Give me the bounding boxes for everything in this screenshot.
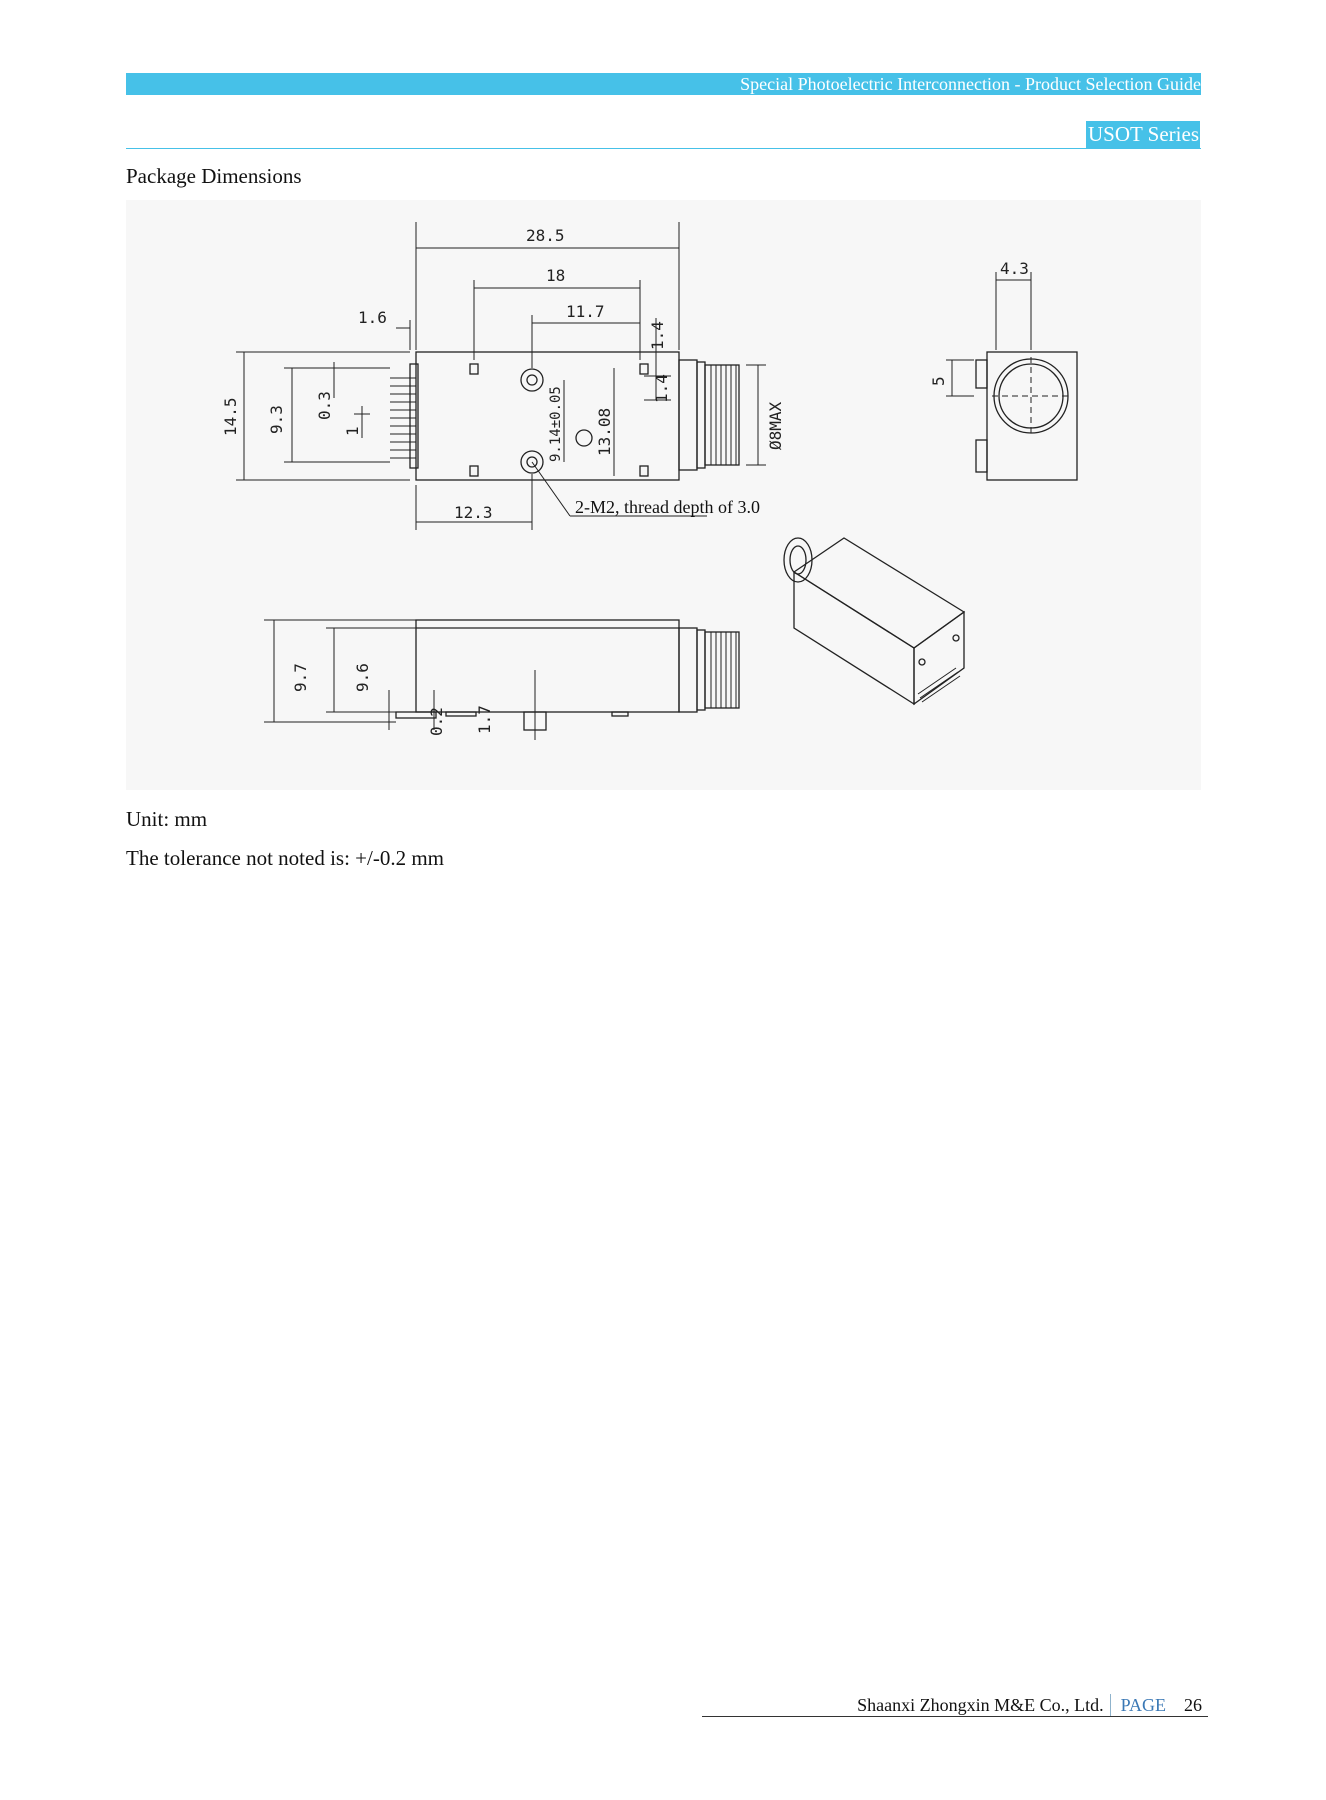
dim-12-3: 12.3 xyxy=(454,503,493,522)
dim-1-6: 1.6 xyxy=(358,308,387,327)
dim-5: 5 xyxy=(929,376,948,386)
header-banner xyxy=(126,73,1201,95)
footer-divider xyxy=(702,1716,1208,1717)
footer xyxy=(702,1694,1208,1716)
footer-separator xyxy=(1110,1694,1111,1716)
dim-9-3: 9.3 xyxy=(267,405,286,434)
dim-9-14: 9.14±0.05 xyxy=(548,386,564,462)
dim-1-4-right: 1.4 xyxy=(652,374,671,403)
dim-14-5: 14.5 xyxy=(221,397,240,436)
dim-1: 1 xyxy=(343,426,362,436)
isometric-view xyxy=(784,538,964,704)
dim-0-3: 0.3 xyxy=(315,391,334,420)
side-view-body xyxy=(416,620,679,712)
dim-28-5: 28.5 xyxy=(526,226,565,245)
dim-0-2: 0.2 xyxy=(427,707,446,736)
receptacle-thread xyxy=(711,365,736,465)
tolerance-note: The tolerance not noted is: +/-0.2 mm xyxy=(126,846,445,870)
footer-page-number: 26 xyxy=(1184,1695,1202,1715)
dim-8max: Ø8MAX xyxy=(766,401,785,450)
package-dimension-drawing xyxy=(126,200,1201,790)
thread-depth-note: 2-M2, thread depth of 3.0 xyxy=(575,497,760,517)
section-title: Package Dimensions xyxy=(126,164,302,188)
series-tag: USOT Series xyxy=(1087,122,1199,146)
header-banner-text: Special Photoelectric Interconnection - Product Selection Guide xyxy=(740,74,1201,94)
dimension-drawing-svg xyxy=(126,200,1201,790)
dim-1-7: 1.7 xyxy=(475,705,494,734)
dim-9-6: 9.6 xyxy=(353,663,372,692)
dim-11-7: 11.7 xyxy=(566,302,605,321)
header-divider xyxy=(126,148,1201,149)
dim-18: 18 xyxy=(546,266,566,285)
top-view-pins xyxy=(390,378,416,458)
dim-1-4-top: 1.4 xyxy=(648,321,667,350)
dim-4-3: 4.3 xyxy=(1000,259,1029,278)
dim-9-7: 9.7 xyxy=(291,663,310,692)
dim-13-08: 13.08 xyxy=(595,407,614,456)
footer-company: Shaanxi Zhongxin M&E Co., Ltd. xyxy=(857,1695,1104,1715)
footer-page-label: PAGE xyxy=(1120,1695,1166,1715)
unit-note: Unit: mm xyxy=(126,807,208,831)
